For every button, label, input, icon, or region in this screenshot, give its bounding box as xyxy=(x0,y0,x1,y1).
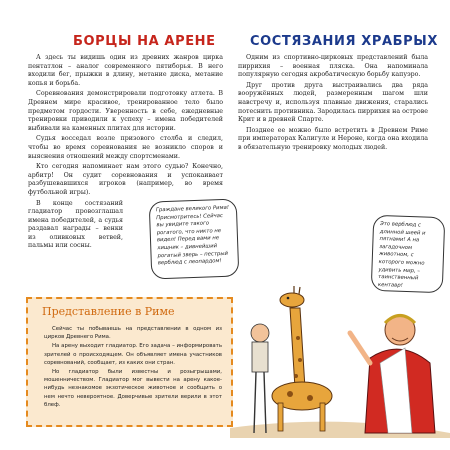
orator-icon xyxy=(350,315,435,433)
speech-bubble-right: Это верблюд с длинной шеей и пятнами! А на загадочном животном, с которого можно удивить мир, – таинственный кентавр! xyxy=(371,215,446,293)
left-paragraph: А здесь ты видишь один из древних жанров цирка пентатлон – аналог современного пятиборья. В него входили бег, прыжки в длину, метание диска, метание копья и борьба. xyxy=(28,54,223,87)
arena-illustration xyxy=(230,238,450,438)
right-heading: СОСТЯЗАНИЯ ХРАБРЫХ xyxy=(250,34,438,49)
speech-bubble-left: Граждане великого Рима! Присмотритесь! Сейчас вы увидите такого рогатого, что никто не видел! Перед вами не хищник – дивнейший рогатый зверь – пестрый верблюд с леопардом! xyxy=(149,198,240,279)
box-paragraph: Сейчас ты побываешь на представлении в одном из цирков Древнего Рима. xyxy=(44,326,222,341)
left-paragraph: Судья восседал возле призового столба и следил, чтобы во время соревнования не возникло споров и выяснения отношений между спортсменами. xyxy=(28,135,223,160)
right-paragraph: Позднее ее можно было встретить в Древнем Риме при императорах Калигуле и Нероне, когда она входила в обязательную тренировку молодых людей. xyxy=(238,126,428,151)
left-heading: БОРЦЫ НА АРЕНЕ xyxy=(73,34,216,49)
box-text xyxy=(44,325,222,410)
box-paragraph: Но гладиатор были известны и розыгрышами, мошенничеством. Гладиатор мог вывести на арену какое-нибудь незнакомое экзотическое животное и сообщить о нем нечто невероятное. Доверчивые зрители верили в этот блеф. xyxy=(44,369,222,408)
right-column xyxy=(238,54,428,155)
right-paragraph: Друг против друга выстраивались два ряда вооружённых людей, размеренным шагом шли навстречу и, используя плавные движения, старались потеснить противника. Зародилась пиррихия на острове Крит и в древней Спарте. xyxy=(238,81,428,124)
man-on-stilts-icon xyxy=(251,324,269,433)
rome-show-box xyxy=(26,297,233,427)
left-paragraph: Кто сегодня напоминает нам этого судью? Конечно, арбитр! Он судит соревнования и успокаивает разбушевавшихся игроков (например, во время футбольной игры). xyxy=(28,163,223,196)
box-paragraph: На арену выходит гладиатор. Его задача – информировать зрителей о происходящем. Он объявляет имена участников соревнований, сообщает, из каких они стран. xyxy=(44,343,222,366)
box-title: Представление в Риме xyxy=(42,305,175,318)
giraffe-icon xyxy=(272,286,332,431)
left-paragraph: В конце состязаний гладиатор провозглашал имена победителей, а судья раздавал награды – венки из оливковых ветвей, пальмы или сосны. xyxy=(28,199,123,250)
left-paragraph: Соревнования демонстрировали подготовку атлета. В Древнем мире красивое, тренированное тело было предметом гордости. Уверенность в себе, ежедневные тренировки приводили к успеху – имена победителей выбивали на каменных плитах для истории. xyxy=(28,90,223,132)
right-paragraph: Одним из спортивно-цирковых представлений была пирриxия – военная пляска. Она напоминала популярную сегодня акробатическую борьбу капуэро. xyxy=(238,54,428,79)
